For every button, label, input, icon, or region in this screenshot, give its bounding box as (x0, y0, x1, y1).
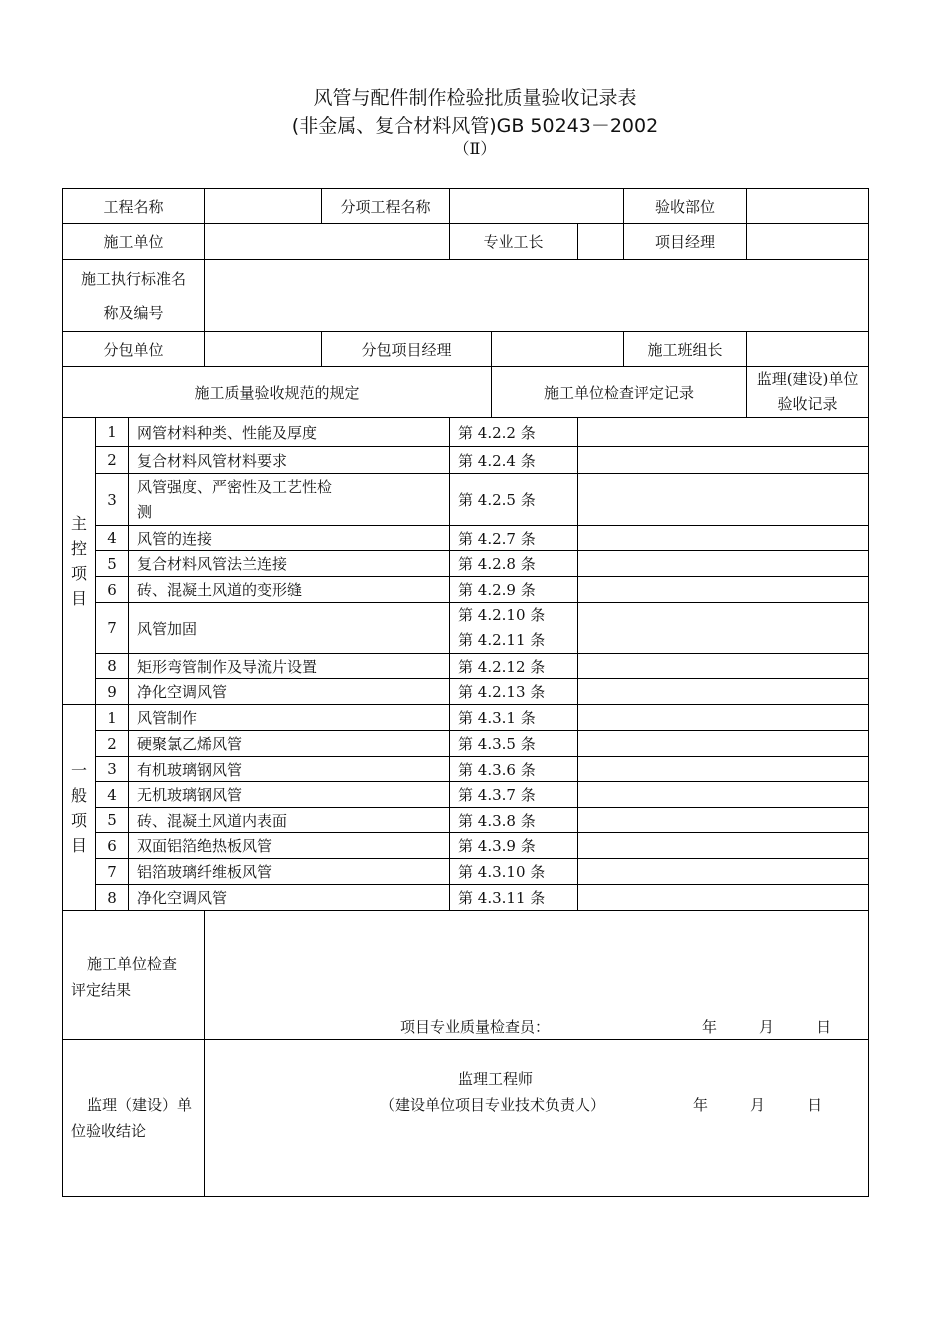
item-clause: 第 4.3.9 条 (450, 833, 578, 859)
item-clause: 第 4.3.8 条 (450, 808, 578, 833)
header-row-3 (63, 260, 869, 332)
acceptance-part-label: 验收部位 (624, 189, 747, 224)
item-clause: 第 4.2.7 条 (450, 526, 578, 551)
conclusion-date: 年 月 日 (693, 1096, 823, 1114)
check-record-cell[interactable] (578, 731, 869, 757)
item-no: 5 (96, 551, 129, 577)
result-row (63, 911, 869, 1040)
check-record-cell[interactable] (578, 833, 869, 859)
item-clause: 第 4.2.2 条 (450, 418, 578, 447)
item-no: 7 (96, 603, 129, 654)
table-row (63, 731, 869, 757)
item-clause: 第 4.2.5 条 (450, 474, 578, 526)
check-column-header: 施工单位检查评定记录 (492, 367, 747, 418)
header-row-1 (63, 189, 869, 224)
standard-label-line1: 施工执行标准名 (81, 269, 187, 288)
item-no: 1 (96, 705, 129, 731)
standard-label-line2: 称及编号 (103, 303, 164, 322)
item-clause: 第 4.2.9 条 (450, 577, 578, 603)
item-clause: 第 4.3.5 条 (450, 731, 578, 757)
table-row (63, 654, 869, 679)
header-row-2 (63, 224, 869, 260)
supervision-header-line1: 监理(建设)单位 (756, 370, 859, 388)
table-row (63, 885, 869, 911)
item-clause: 第 4.2.4 条 (450, 447, 578, 474)
item-no: 4 (96, 782, 129, 808)
inspector-label: 项目专业质量检查员： (400, 1018, 551, 1036)
item-name: 砖、混凝土风道内表面 (129, 808, 450, 833)
check-record-cell[interactable] (578, 679, 869, 705)
supervision-column-header (747, 367, 869, 418)
standard-label (63, 260, 205, 332)
check-record-cell[interactable] (578, 551, 869, 577)
project-name-label: 工程名称 (63, 189, 205, 224)
spec-column-header: 施工质量验收规范的规定 (63, 367, 492, 418)
conclusion-row (63, 1040, 869, 1197)
table-row (63, 603, 869, 654)
table-row (63, 705, 869, 731)
table-row (63, 679, 869, 705)
responsible-label: （建设单位项目专业技术负责人） (380, 1096, 606, 1114)
item-clause: 第 4.2.12 条 (450, 654, 578, 679)
item-name: 净化空调风管 (129, 679, 450, 705)
check-record-cell[interactable] (578, 418, 869, 447)
item-no: 7 (96, 859, 129, 885)
item-no: 5 (96, 808, 129, 833)
supervision-header-line2: 验收记录 (777, 395, 838, 413)
result-label-line1: 施工单位检查 (87, 955, 178, 973)
check-record-cell[interactable] (578, 859, 869, 885)
item-no: 3 (96, 757, 129, 782)
item-name: 风管的连接 (129, 526, 450, 551)
general-label: 一 般 项 目 (63, 705, 96, 911)
result-value[interactable] (205, 911, 869, 1040)
table-row (63, 782, 869, 808)
table-row (63, 833, 869, 859)
item-no: 9 (96, 679, 129, 705)
form-subtitle: (非金属、复合材料风管)GB 50243－2002 (291, 115, 659, 137)
item-clause: 第 4.3.10 条 (450, 859, 578, 885)
check-record-cell[interactable] (578, 526, 869, 551)
item-clause: 第 4.2.8 条 (450, 551, 578, 577)
conclusion-label-line2: 位验收结论 (71, 1122, 147, 1140)
item-no: 2 (96, 447, 129, 474)
result-date: 年 月 日 (702, 1018, 832, 1036)
table-row (63, 808, 869, 833)
table-row (63, 526, 869, 551)
item-name: 风管制作 (129, 705, 450, 731)
item-name: 砖、混凝土风道的变形缝 (129, 577, 450, 603)
item-name: 铝箔玻璃纤维板风管 (129, 859, 450, 885)
check-record-cell[interactable] (578, 447, 869, 474)
foreman-label: 专业工长 (450, 224, 578, 260)
main-control-label: 主 控 项 目 (63, 418, 96, 705)
table-row (63, 551, 869, 577)
item-clause: 第 4.2.10 条 第 4.2.11 条 (450, 603, 578, 654)
column-header-row (63, 367, 869, 418)
table-row (63, 859, 869, 885)
project-name-value[interactable] (205, 189, 322, 224)
item-no: 8 (96, 654, 129, 679)
item-clause: 第 4.3.7 条 (450, 782, 578, 808)
form-volume: （Ⅱ） (453, 139, 497, 158)
team-leader-label: 施工班组长 (624, 332, 747, 367)
sub-project-name-label: 分项工程名称 (322, 189, 450, 224)
check-record-cell[interactable] (578, 603, 869, 654)
item-no: 1 (96, 418, 129, 447)
check-record-cell[interactable] (578, 808, 869, 833)
subcontractor-value[interactable] (205, 332, 322, 367)
item-no: 4 (96, 526, 129, 551)
check-record-cell[interactable] (578, 782, 869, 808)
conclusion-value[interactable] (205, 1040, 869, 1197)
item-no: 6 (96, 577, 129, 603)
item-name: 风管强度、严密性及工艺性检 测 (129, 474, 450, 526)
item-no: 8 (96, 885, 129, 911)
project-manager-value[interactable] (747, 224, 869, 260)
item-name: 复合材料风管法兰连接 (129, 551, 450, 577)
result-label (63, 911, 205, 1040)
check-record-cell[interactable] (578, 474, 869, 526)
sub-project-manager-value[interactable] (492, 332, 624, 367)
item-no: 3 (96, 474, 129, 526)
item-clause: 第 4.2.13 条 (450, 679, 578, 705)
conclusion-label-line1: 监理（建设）单 (87, 1096, 193, 1114)
construction-unit-label: 施工单位 (63, 224, 205, 260)
project-manager-label: 项目经理 (624, 224, 747, 260)
engineer-label: 监理工程师 (458, 1070, 534, 1088)
check-record-cell[interactable] (578, 577, 869, 603)
sub-project-manager-label: 分包项目经理 (322, 332, 492, 367)
item-no: 6 (96, 833, 129, 859)
item-name: 净化空调风管 (129, 885, 450, 911)
item-name: 双面铝箔绝热板风管 (129, 833, 450, 859)
acceptance-part-value[interactable] (747, 189, 869, 224)
item-name: 硬聚氯乙烯风管 (129, 731, 450, 757)
foreman-value[interactable] (578, 224, 624, 260)
item-name: 风管加固 (129, 603, 450, 654)
item-name: 网管材料种类、性能及厚度 (129, 418, 450, 447)
result-label-line2: 评定结果 (71, 981, 132, 999)
item-clause: 第 4.3.6 条 (450, 757, 578, 782)
table-row (63, 757, 869, 782)
item-clause: 第 4.3.11 条 (450, 885, 578, 911)
inspection-form-table (62, 188, 869, 1197)
sub-project-name-value[interactable] (450, 189, 624, 224)
subcontractor-label: 分包单位 (63, 332, 205, 367)
team-leader-value[interactable] (747, 332, 869, 367)
item-no: 2 (96, 731, 129, 757)
item-name: 矩形弯管制作及导流片设置 (129, 654, 450, 679)
table-row (63, 577, 869, 603)
form-title: 风管与配件制作检验批质量验收记录表 (313, 87, 637, 109)
standard-value[interactable] (205, 260, 869, 332)
conclusion-label (63, 1040, 205, 1197)
item-clause: 第 4.3.1 条 (450, 705, 578, 731)
construction-unit-value[interactable] (205, 224, 450, 260)
item-name: 无机玻璃钢风管 (129, 782, 450, 808)
check-record-cell[interactable] (578, 885, 869, 911)
table-row (63, 447, 869, 474)
check-record-cell[interactable] (578, 705, 869, 731)
check-record-cell[interactable] (578, 654, 869, 679)
header-row-4 (63, 332, 869, 367)
table-row (63, 474, 869, 526)
item-name: 有机玻璃钢风管 (129, 757, 450, 782)
check-record-cell[interactable] (578, 757, 869, 782)
item-name: 复合材料风管材料要求 (129, 447, 450, 474)
table-row (63, 418, 869, 447)
